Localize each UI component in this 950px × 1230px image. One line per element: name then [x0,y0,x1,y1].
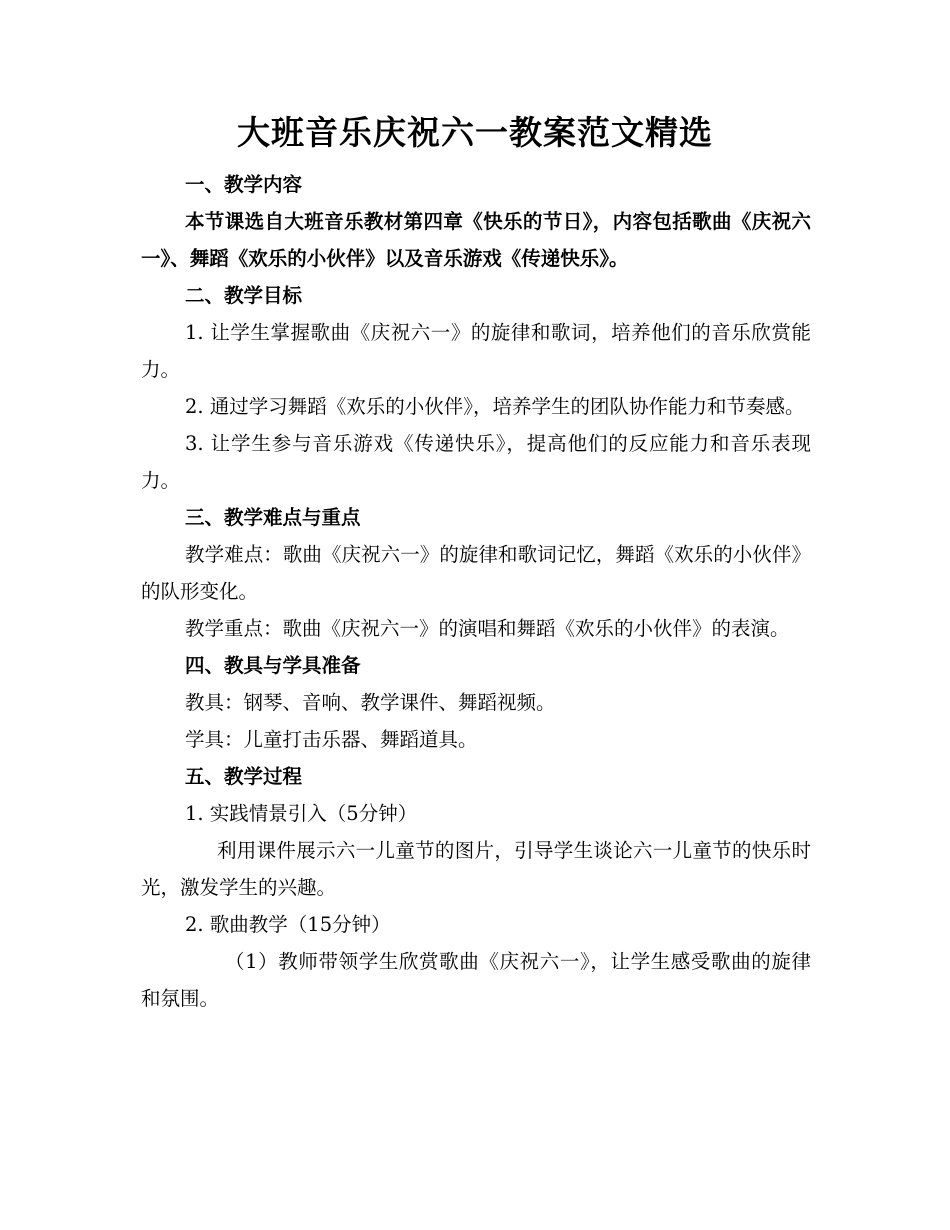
objective-1: 1. 让学生掌握歌曲《庆祝六一》的旋律和歌词，培养他们的音乐欣赏能力。 [141,321,811,381]
objective-2: 2. 通过学习舞蹈《欢乐的小伙伴》，培养学生的团队协作能力和节奏感。 [185,395,805,418]
key-point-paragraph: 教学重点：歌曲《庆祝六一》的演唱和舞蹈《欢乐的小伙伴》的表演。 [185,617,790,640]
process-step-1: 1. 实践情景引入（5分钟） [185,802,418,825]
learning-tools: 学具：儿童打击乐器、舞蹈道具。 [185,728,478,751]
process-step-2-detail: （1）教师带领学生欣赏歌曲《庆祝六一》，让学生感受歌曲的旋律和氛围。 [141,950,811,1010]
section-heading-difficulties: 三、教学难点与重点 [185,506,361,529]
section-heading-objectives: 二、教学目标 [185,284,303,307]
document-title: 大班音乐庆祝六一教案范文精选 [237,113,713,152]
teaching-tools: 教具：钢琴、音响、教学课件、舞蹈视频。 [185,691,556,714]
difficulty-paragraph: 教学难点：歌曲《庆祝六一》的旋律和歌词记忆，舞蹈《欢乐的小伙伴》的队形变化。 [141,543,811,603]
process-step-1-detail: 利用课件展示六一儿童节的图片，引导学生谈论六一儿童节的快乐时光，激发学生的兴趣。 [141,839,811,899]
section-heading-materials: 四、教具与学具准备 [185,654,361,677]
content-paragraph: 本节课选自大班音乐教材第四章《快乐的节日》，内容包括歌曲《庆祝六一》、舞蹈《欢乐的小伙伴》以及音乐游戏《传递快乐》。 [141,210,811,270]
section-heading-process: 五、教学过程 [185,765,303,788]
section-heading-content: 一、教学内容 [185,173,303,196]
process-step-2: 2. 歌曲教学（15分钟） [185,913,391,936]
objective-3: 3. 让学生参与音乐游戏《传递快乐》，提高他们的反应能力和音乐表现力。 [141,432,811,492]
document-body [141,166,811,1017]
